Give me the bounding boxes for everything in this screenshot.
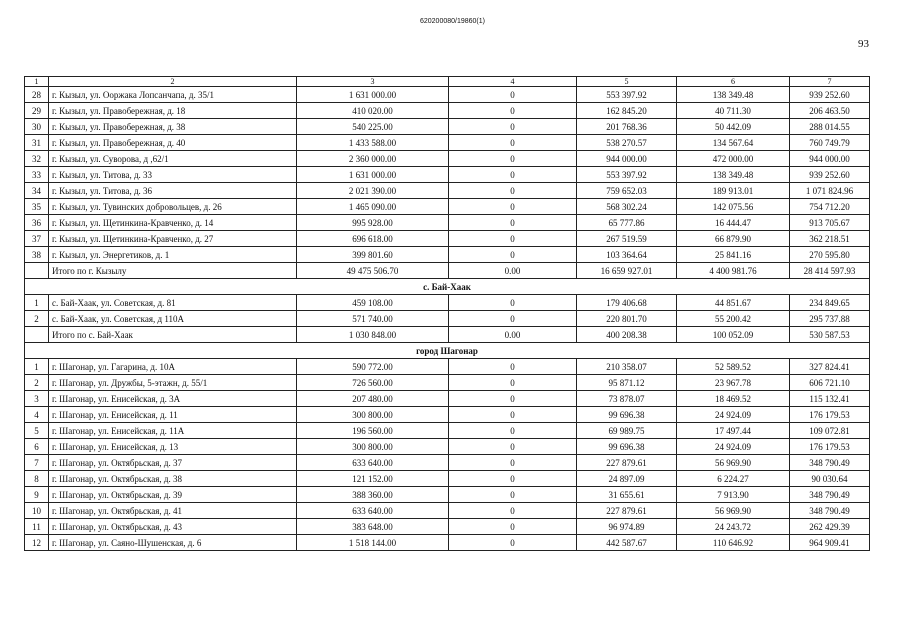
table-cell: 66 879.90	[677, 231, 790, 247]
table-row	[25, 135, 870, 151]
table-cell: 0	[449, 519, 577, 535]
table-cell: г. Шагонар, ул. Октябрьская, д. 39	[49, 487, 297, 503]
table-cell: 295 737.88	[790, 311, 870, 327]
section-header-row	[25, 343, 870, 359]
section-title: город Шагонар	[25, 343, 870, 359]
table-cell: 5	[25, 423, 49, 439]
table-cell: 96 974.89	[577, 519, 677, 535]
table-cell: 0	[449, 87, 577, 103]
table-cell: 55 200.42	[677, 311, 790, 327]
table-cell: 1 433 588.00	[297, 135, 449, 151]
table-cell: 571 740.00	[297, 311, 449, 327]
table-cell: г. Кызыл, ул. Ооржака Лопсанчапа, д. 35/1	[49, 87, 297, 103]
table-cell: 754 712.20	[790, 199, 870, 215]
table-row	[25, 295, 870, 311]
table-cell: 33	[25, 167, 49, 183]
table-cell: 995 928.00	[297, 215, 449, 231]
section-title: с. Бай-Хаак	[25, 279, 870, 295]
table-cell: 0	[449, 167, 577, 183]
table-cell: 38	[25, 247, 49, 263]
table-cell: 25 841.16	[677, 247, 790, 263]
table-cell: 189 913.01	[677, 183, 790, 199]
table-cell: 7	[25, 455, 49, 471]
table-cell: 530 587.53	[790, 327, 870, 343]
table-cell: 0	[449, 295, 577, 311]
table-cell: 44 851.67	[677, 295, 790, 311]
table-cell: 28	[25, 87, 49, 103]
table-cell: 29	[25, 103, 49, 119]
table-row	[25, 423, 870, 439]
table-cell: 459 108.00	[297, 295, 449, 311]
table-cell: г. Шагонар, ул. Енисейская, д. 11	[49, 407, 297, 423]
table-cell: 472 000.00	[677, 151, 790, 167]
table-cell	[25, 263, 49, 279]
table-row	[25, 215, 870, 231]
table-row	[25, 359, 870, 375]
table-cell: 23 967.78	[677, 375, 790, 391]
table-cell: г. Шагонар, ул. Октябрьская, д. 38	[49, 471, 297, 487]
table-cell: 109 072.81	[790, 423, 870, 439]
table-cell: 0	[449, 247, 577, 263]
table-cell: 0	[449, 119, 577, 135]
data-table	[24, 76, 870, 551]
table-cell: 553 397.92	[577, 87, 677, 103]
table-cell: 0	[449, 503, 577, 519]
table-row	[25, 311, 870, 327]
table-cell: 207 480.00	[297, 391, 449, 407]
table-cell: 726 560.00	[297, 375, 449, 391]
table-cell: 0	[449, 535, 577, 551]
table-cell: с. Бай-Хаак, ул. Советская, д. 81	[49, 295, 297, 311]
table-cell: 348 790.49	[790, 455, 870, 471]
table-cell: 36	[25, 215, 49, 231]
table-cell: 10	[25, 503, 49, 519]
table-cell: 16 659 927.01	[577, 263, 677, 279]
table-cell: 1 518 144.00	[297, 535, 449, 551]
table-row	[25, 87, 870, 103]
table-cell: 69 989.75	[577, 423, 677, 439]
table-cell: 17 497.44	[677, 423, 790, 439]
table-cell: г. Шагонар, ул. Енисейская, д. 3А	[49, 391, 297, 407]
table-cell: 206 463.50	[790, 103, 870, 119]
total-row	[25, 263, 870, 279]
table-cell: 913 705.67	[790, 215, 870, 231]
table-cell: Итого по г. Кызылу	[49, 263, 297, 279]
table-cell: 362 218.51	[790, 231, 870, 247]
table-cell: 162 845.20	[577, 103, 677, 119]
table-cell: 964 909.41	[790, 535, 870, 551]
table-cell: 201 768.36	[577, 119, 677, 135]
column-header: 4	[449, 77, 577, 87]
table-cell: 383 648.00	[297, 519, 449, 535]
table-cell: 4 400 981.76	[677, 263, 790, 279]
table-cell: 103 364.64	[577, 247, 677, 263]
table-cell: 442 587.67	[577, 535, 677, 551]
table-cell: 388 360.00	[297, 487, 449, 503]
table-cell: 176 179.53	[790, 407, 870, 423]
table-cell: 35	[25, 199, 49, 215]
table-cell: 220 801.70	[577, 311, 677, 327]
table-cell: 24 924.09	[677, 439, 790, 455]
table-cell: г. Кызыл, ул. Правобережная, д. 40	[49, 135, 297, 151]
table-cell: 4	[25, 407, 49, 423]
table-cell: 300 800.00	[297, 439, 449, 455]
table-cell: 115 132.41	[790, 391, 870, 407]
table-cell: 24 924.09	[677, 407, 790, 423]
table-row	[25, 439, 870, 455]
table-cell: 99 696.38	[577, 407, 677, 423]
table-cell: 138 349.48	[677, 87, 790, 103]
table-cell: 138 349.48	[677, 167, 790, 183]
table-cell: 348 790.49	[790, 503, 870, 519]
table-cell: г. Кызыл, ул. Суворова, д ,62/1	[49, 151, 297, 167]
table-cell: 1 030 848.00	[297, 327, 449, 343]
table-cell: 227 879.61	[577, 455, 677, 471]
table-cell: 16 444.47	[677, 215, 790, 231]
table-cell: 90 030.64	[790, 471, 870, 487]
table-cell: 696 618.00	[297, 231, 449, 247]
table-cell: г. Кызыл, ул. Тувинских добровольцев, д. 26	[49, 199, 297, 215]
table-cell: г. Кызыл, ул. Правобережная, д. 38	[49, 119, 297, 135]
table-cell: 6	[25, 439, 49, 455]
table-cell: г. Кызыл, ул. Титова, д. 36	[49, 183, 297, 199]
column-header: 1	[25, 77, 49, 87]
table-cell: г. Шагонар, ул. Октябрьская, д. 37	[49, 455, 297, 471]
table-cell: 0	[449, 487, 577, 503]
table-cell: 176 179.53	[790, 439, 870, 455]
table-row	[25, 535, 870, 551]
table-cell: 227 879.61	[577, 503, 677, 519]
table-cell: 540 225.00	[297, 119, 449, 135]
table-cell: 760 749.79	[790, 135, 870, 151]
table-cell: 606 721.10	[790, 375, 870, 391]
table-cell: 288 014.55	[790, 119, 870, 135]
table-row	[25, 375, 870, 391]
table-cell: 95 871.12	[577, 375, 677, 391]
table-cell: 0	[449, 423, 577, 439]
table-cell: 110 646.92	[677, 535, 790, 551]
table-cell: 28 414 597.93	[790, 263, 870, 279]
table-cell: 0	[449, 375, 577, 391]
column-header: 5	[577, 77, 677, 87]
table-cell: 262 429.39	[790, 519, 870, 535]
table-cell: 1	[25, 295, 49, 311]
table-cell: 0	[449, 439, 577, 455]
table-cell: 11	[25, 519, 49, 535]
table-cell: 1 071 824.96	[790, 183, 870, 199]
table-cell: 56 969.90	[677, 455, 790, 471]
table-cell: 0.00	[449, 327, 577, 343]
table-cell: с. Бай-Хаак, ул. Советская, д 110А	[49, 311, 297, 327]
table-cell: 73 878.07	[577, 391, 677, 407]
table-cell: г. Шагонар, ул. Саяно-Шушенская, д. 6	[49, 535, 297, 551]
table-cell: 0	[449, 231, 577, 247]
table-cell: г. Шагонар, ул. Гагарина, д. 10А	[49, 359, 297, 375]
table-cell: 0	[449, 199, 577, 215]
table-cell: 31 655.61	[577, 487, 677, 503]
table-cell: 2 360 000.00	[297, 151, 449, 167]
table-cell: Итого по с. Бай-Хаак	[49, 327, 297, 343]
table-cell: г. Кызыл, ул. Щетинкина-Кравченко, д. 14	[49, 215, 297, 231]
table-cell: 553 397.92	[577, 167, 677, 183]
table-cell: 0	[449, 471, 577, 487]
section-header-row	[25, 279, 870, 295]
table-cell: 6 224.27	[677, 471, 790, 487]
table-cell: 2 021 390.00	[297, 183, 449, 199]
table-cell: 24 897.09	[577, 471, 677, 487]
table-cell: 0	[449, 103, 577, 119]
table-cell: 56 969.90	[677, 503, 790, 519]
table-cell: 37	[25, 231, 49, 247]
table-row	[25, 391, 870, 407]
table-cell: 49 475 506.70	[297, 263, 449, 279]
column-header: 2	[49, 77, 297, 87]
table-cell: 1	[25, 359, 49, 375]
table-cell: 99 696.38	[577, 439, 677, 455]
table-cell: 234 849.65	[790, 295, 870, 311]
table-row	[25, 407, 870, 423]
table-cell: г. Кызыл, ул. Титова, д. 33	[49, 167, 297, 183]
table-row	[25, 183, 870, 199]
table-row	[25, 199, 870, 215]
table-cell: 8	[25, 471, 49, 487]
table-cell: 0	[449, 407, 577, 423]
table-cell: 3	[25, 391, 49, 407]
table-cell: 399 801.60	[297, 247, 449, 263]
table-row	[25, 151, 870, 167]
table-cell: 134 567.64	[677, 135, 790, 151]
table-cell: 633 640.00	[297, 503, 449, 519]
table-row	[25, 103, 870, 119]
table-cell: 0	[449, 311, 577, 327]
table-cell: 1 631 000.00	[297, 167, 449, 183]
table-cell: 52 589.52	[677, 359, 790, 375]
table-cell: 2	[25, 375, 49, 391]
table-row	[25, 247, 870, 263]
table-cell: 2	[25, 311, 49, 327]
table-cell: 538 270.57	[577, 135, 677, 151]
table-cell: 24 243.72	[677, 519, 790, 535]
table-cell: 590 772.00	[297, 359, 449, 375]
table-row	[25, 455, 870, 471]
table-cell: 327 824.41	[790, 359, 870, 375]
table-row	[25, 487, 870, 503]
table-cell: г. Шагонар, ул. Октябрьская, д. 43	[49, 519, 297, 535]
table-cell: 179 406.68	[577, 295, 677, 311]
table-body	[25, 77, 870, 551]
table-cell: 12	[25, 535, 49, 551]
table-cell: 633 640.00	[297, 455, 449, 471]
table-cell: 40 711.30	[677, 103, 790, 119]
table-cell: 50 442.09	[677, 119, 790, 135]
table-row	[25, 167, 870, 183]
table-cell: 944 000.00	[577, 151, 677, 167]
table-cell: г. Шагонар, ул. Октябрьская, д. 41	[49, 503, 297, 519]
table-cell: 0	[449, 455, 577, 471]
table-cell: 0	[449, 359, 577, 375]
table-cell: 9	[25, 487, 49, 503]
column-header: 3	[297, 77, 449, 87]
table-cell: 944 000.00	[790, 151, 870, 167]
table-cell: 121 152.00	[297, 471, 449, 487]
table-cell: г. Шагонар, ул. Енисейская, д. 11А	[49, 423, 297, 439]
table-row	[25, 231, 870, 247]
table-cell: 142 075.56	[677, 199, 790, 215]
table-cell: 939 252.60	[790, 87, 870, 103]
table-cell: 1 465 090.00	[297, 199, 449, 215]
table-cell: 31	[25, 135, 49, 151]
table-cell: 1 631 000.00	[297, 87, 449, 103]
table-cell: 0	[449, 215, 577, 231]
table-row	[25, 119, 870, 135]
table-cell: 0	[449, 391, 577, 407]
table-cell: 300 800.00	[297, 407, 449, 423]
table-cell: 100 052.09	[677, 327, 790, 343]
table-cell: 267 519.59	[577, 231, 677, 247]
table-cell: 196 560.00	[297, 423, 449, 439]
table-cell: 7 913.90	[677, 487, 790, 503]
table-cell: 65 777.86	[577, 215, 677, 231]
table-cell: г. Шагонар, ул. Дружбы, 5-этажн, д. 55/1	[49, 375, 297, 391]
table-cell: 34	[25, 183, 49, 199]
document-id: 620200080/19860(1)	[419, 18, 485, 25]
table-cell: 0	[449, 135, 577, 151]
table-cell: 32	[25, 151, 49, 167]
table-row	[25, 503, 870, 519]
column-header: 6	[677, 77, 790, 87]
table-cell: 939 252.60	[790, 167, 870, 183]
table-cell: 0	[449, 183, 577, 199]
table-cell: 18 469.52	[677, 391, 790, 407]
table-cell: г. Кызыл, ул. Щетинкина-Кравченко, д. 27	[49, 231, 297, 247]
table-cell: 0	[449, 151, 577, 167]
table-cell: г. Кызыл, ул. Энергетиков, д. 1	[49, 247, 297, 263]
column-header: 7	[790, 77, 870, 87]
table-cell: г. Кызыл, ул. Правобережная, д. 18	[49, 103, 297, 119]
table-cell	[25, 327, 49, 343]
table-row	[25, 471, 870, 487]
page-number: 93	[858, 38, 869, 50]
table-cell: 759 652.03	[577, 183, 677, 199]
table-cell: 410 020.00	[297, 103, 449, 119]
table-cell: 348 790.49	[790, 487, 870, 503]
table-cell: 210 358.07	[577, 359, 677, 375]
table-row	[25, 519, 870, 535]
header-row	[25, 77, 870, 87]
table-cell: 30	[25, 119, 49, 135]
total-row	[25, 327, 870, 343]
table-cell: 0.00	[449, 263, 577, 279]
table-cell: 270 595.80	[790, 247, 870, 263]
table-cell: 568 302.24	[577, 199, 677, 215]
table-cell: 400 208.38	[577, 327, 677, 343]
table-cell: г. Шагонар, ул. Енисейская, д. 13	[49, 439, 297, 455]
